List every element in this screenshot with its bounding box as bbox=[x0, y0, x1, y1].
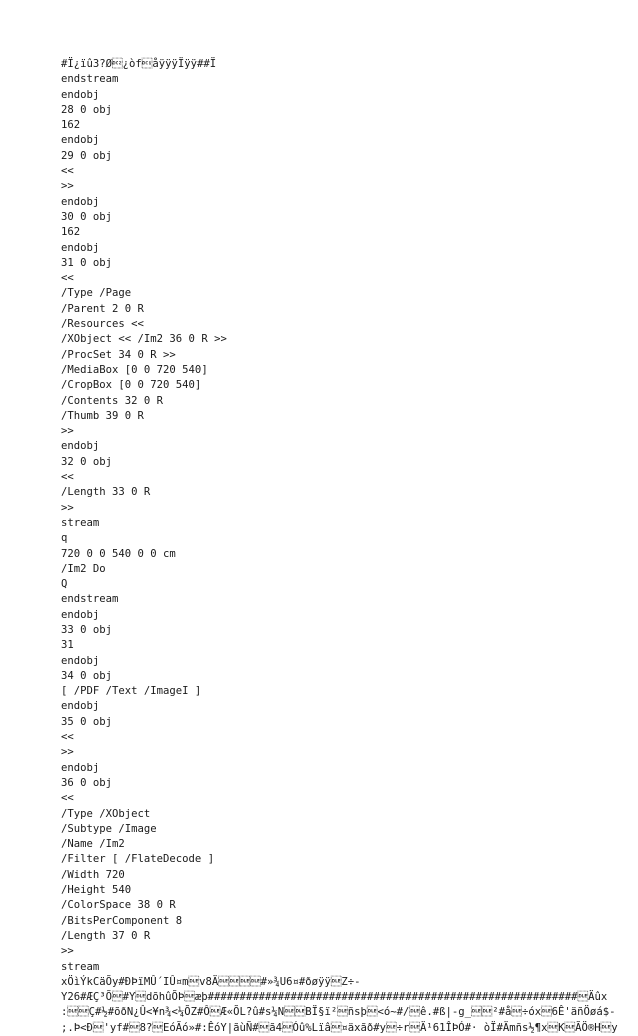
text-line: /Length 33 0 R bbox=[61, 486, 151, 499]
text-line: 33 0 obj bbox=[61, 623, 113, 636]
text-line: 31 0 obj bbox=[61, 256, 113, 269]
text-line: 720 0 0 540 0 0 cm bbox=[61, 547, 176, 560]
text-line: /Type /Page bbox=[61, 287, 132, 300]
text-line: << bbox=[61, 792, 74, 805]
text-line: endobj bbox=[61, 654, 100, 667]
text-line: << bbox=[61, 471, 74, 484]
text-line: /Parent 2 0 R bbox=[61, 302, 144, 315]
text-line: stream bbox=[61, 516, 100, 529]
text-line: << bbox=[61, 165, 74, 178]
text-line: endobj bbox=[61, 241, 100, 254]
text-line: #Ï¿ïû3?Ø¿òfåÿÿÿÏÿÿ##Ï bbox=[61, 58, 217, 70]
text-line: 34 0 obj bbox=[61, 669, 113, 682]
text-line: /ProcSet 34 0 R >> bbox=[61, 348, 176, 361]
text-line: << bbox=[61, 731, 74, 744]
text-line: :Ç#½#õðN¿Û<¥n¾<¼ÕZ#ÔÆ«ÕL?û#s¼NBÏ§ï²ñsþ<ó~#/ê.#ß|-g_²#å÷óx6Ê'äñÖøá$- bbox=[61, 1006, 616, 1019]
text-line: /MediaBox [0 0 720 540] bbox=[61, 363, 208, 376]
text-line: 29 0 obj bbox=[61, 149, 113, 162]
text-line: endobj bbox=[61, 88, 100, 101]
text-line: 31 bbox=[61, 639, 74, 652]
text-line: /Height 540 bbox=[61, 884, 132, 897]
text-line: /Thumb 39 0 R bbox=[61, 409, 144, 422]
text-line: stream bbox=[61, 960, 100, 973]
text-line: >> bbox=[61, 945, 74, 958]
text-line: /Length 37 0 R bbox=[61, 929, 151, 942]
text-line: << bbox=[61, 272, 74, 285]
text-line: 36 0 obj bbox=[61, 776, 113, 789]
text-line: /Resources << bbox=[61, 318, 144, 331]
text-line: 35 0 obj bbox=[61, 715, 113, 728]
text-line: xÖìÝkCäÕy#ÐÞïMÛ´IÛ¤mv8Ä#»¾U6¤#ðøÿÿZ÷- bbox=[61, 975, 361, 988]
text-line: endobj bbox=[61, 440, 100, 453]
text-line: /Name /Im2 bbox=[61, 838, 125, 851]
text-line: endobj bbox=[61, 195, 100, 208]
text-line: /Contents 32 0 R bbox=[61, 394, 164, 407]
text-line: endstream bbox=[61, 593, 119, 606]
text-line: >> bbox=[61, 746, 74, 759]
text-line: 30 0 obj bbox=[61, 210, 113, 223]
text-line: >> bbox=[61, 501, 74, 514]
text-line: /ColorSpace 38 0 R bbox=[61, 899, 176, 912]
text-line: /Im2 Do bbox=[61, 562, 106, 575]
text-line: >> bbox=[61, 425, 74, 438]
text-line: /BitsPerComponent 8 bbox=[61, 914, 183, 927]
text-line: endobj bbox=[61, 608, 100, 621]
text-line: /Filter [ /FlateDecode ] bbox=[61, 853, 215, 866]
text-line: /Width 720 bbox=[61, 868, 125, 881]
text-line: endobj bbox=[61, 761, 100, 774]
text-line: 28 0 obj bbox=[61, 103, 113, 116]
text-line: endobj bbox=[61, 134, 100, 147]
text-line: Y26#ÆÇ³Õ#YdõhûÕÞæþ##########################################################Äûx bbox=[61, 991, 608, 1004]
text-line: endobj bbox=[61, 700, 100, 713]
text-line: q bbox=[61, 532, 68, 545]
text-line: [ /PDF /Text /ImageI ] bbox=[61, 685, 202, 698]
text-line: /CropBox [0 0 720 540] bbox=[61, 379, 202, 392]
text-line: 162 bbox=[61, 226, 81, 239]
text-line: /Subtype /Image bbox=[61, 822, 157, 835]
text-line: /Type /XObject bbox=[61, 807, 151, 820]
text-line: >> bbox=[61, 180, 74, 193]
text-line: endstream bbox=[61, 73, 119, 86]
pdf-source-text bbox=[61, 57, 621, 1036]
text-line: 162 bbox=[61, 119, 81, 132]
text-line: 32 0 obj bbox=[61, 455, 113, 468]
text-line: /XObject << /Im2 36 0 R >> bbox=[61, 333, 227, 346]
text-line: Q bbox=[61, 578, 68, 591]
text-line: ;.Þ<Ð'yf#8?EóÃó»#:ÊóY|ãùÑ#ã4Óû%Lïâ¤äxãð#y÷rÄ¹61ÎÞÓ#· òÏ#Ämñs½¶xKÃÖ®Hy bbox=[61, 1021, 618, 1034]
